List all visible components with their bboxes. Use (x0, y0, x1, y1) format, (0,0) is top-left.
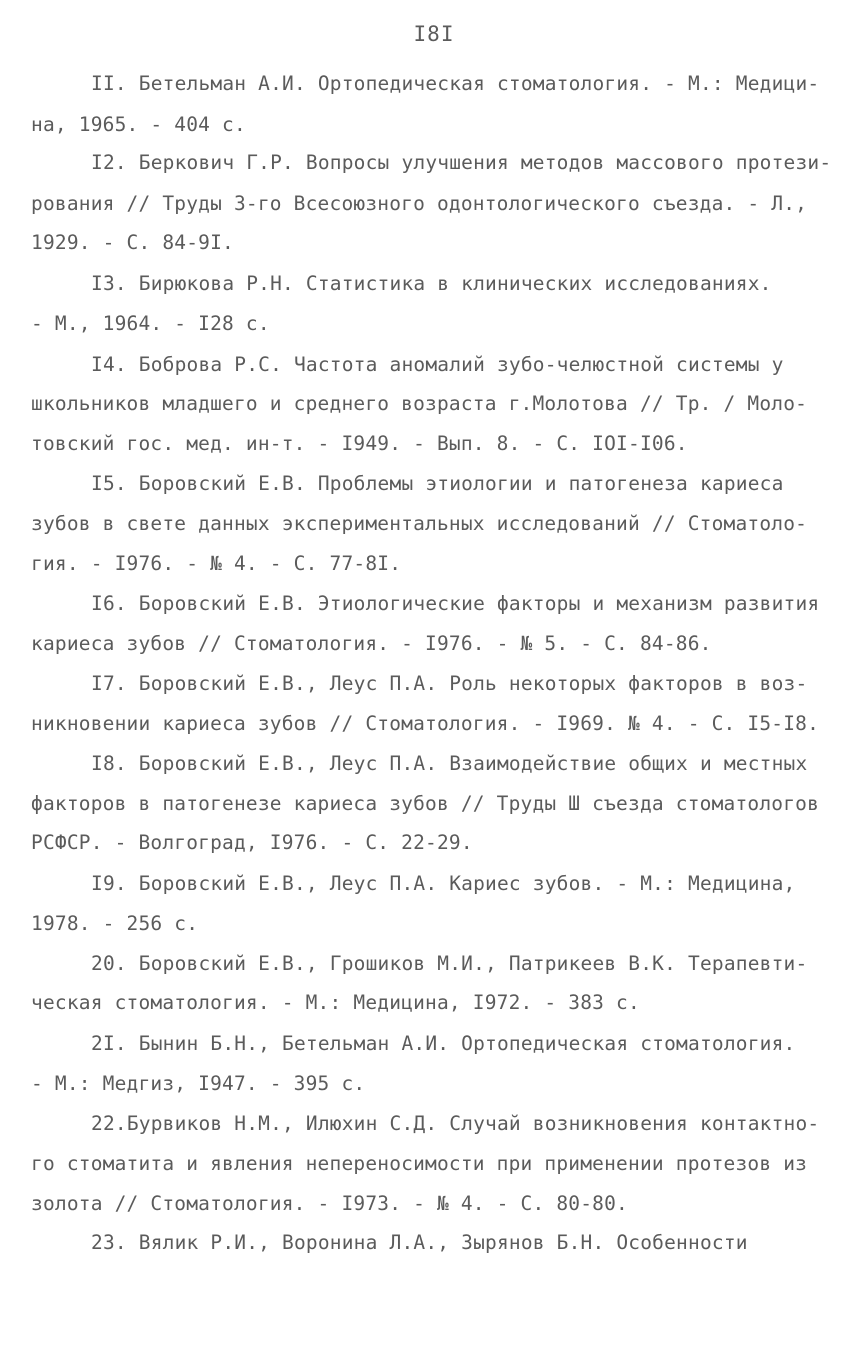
ref-14-line-3: товский гос. мед. ин-т. - I949. - Вып. 8. - С. IOI-I06. (31, 432, 688, 455)
ref-22-line-1: 22.Бурвиков Н.М., Илюхин С.Д. Случай возникновения контактно- (91, 1112, 820, 1135)
ref-23-line-1: 23. Вялик Р.И., Воронина Л.А., Зырянов Б.Н. Особенности (91, 1231, 748, 1254)
ref-21-line-1: 2I. Бынин Б.Н., Бетельман А.И. Ортопедическая стоматология. (91, 1032, 796, 1055)
ref-12-line-1: I2. Беркович Г.Р. Вопросы улучшения методов массового протези- (91, 151, 832, 174)
ref-18-line-2: факторов в патогенезе кариеса зубов // Труды Ш съезда стоматологов (31, 792, 820, 815)
ref-17-line-1: I7. Боровский Е.В., Леус П.А. Роль некоторых факторов в воз- (91, 672, 808, 695)
ref-13-line-1: I3. Бирюкова Р.Н. Статистика в клинических исследованиях. (91, 272, 772, 295)
ref-21-line-2: - М.: Медгиз, I947. - 395 с. (31, 1072, 366, 1095)
ref-16-line-1: I6. Боровский Е.В. Этиологические факторы и механизм развития (91, 592, 820, 615)
ref-22-line-3: золота // Стоматология. - I973. - № 4. - С. 80-80. (31, 1192, 628, 1215)
ref-18-line-3: РСФСР. - Волгоград, I976. - С. 22-29. (31, 831, 473, 854)
ref-13-line-2: - М., 1964. - I28 с. (31, 312, 270, 335)
ref-11-line-1: II. Бетельман А.И. Ортопедическая стоматология. - М.: Медици- (91, 72, 820, 95)
ref-16-line-2: кариеса зубов // Стоматология. - I976. - № 5. - С. 84-86. (31, 632, 712, 655)
ref-18-line-1: I8. Боровский Е.В., Леус П.А. Взаимодействие общих и местных (91, 752, 808, 775)
ref-20-line-2: ческая стоматология. - М.: Медицина, I972. - 383 с. (31, 991, 640, 1014)
ref-17-line-2: никновении кариеса зубов // Стоматология. - I969. № 4. - С. I5-I8. (31, 712, 820, 735)
ref-15-line-1: I5. Боровский Е.В. Проблемы этиологии и патогенеза кариеса (91, 472, 784, 495)
ref-19-line-2: 1978. - 256 с. (31, 912, 199, 935)
ref-11-line-2: на, 1965. - 404 с. (31, 113, 246, 136)
ref-14-line-2: школьников младшего и среднего возраста г.Молотова // Тр. / Моло- (31, 392, 808, 415)
ref-19-line-1: I9. Боровский Е.В., Леус П.А. Кариес зубов. - М.: Медицина, (91, 872, 796, 895)
page-number: I8I (413, 22, 455, 46)
ref-15-line-2: зубов в свете данных экспериментальных исследований // Стоматоло- (31, 512, 808, 535)
ref-14-line-1: I4. Боброва Р.С. Частота аномалий зубо-челюстной системы у (91, 353, 784, 376)
ref-15-line-3: гия. - I976. - № 4. - С. 77-8I. (31, 552, 402, 575)
ref-22-line-2: го стоматита и явления непереносимости при применении протезов из (31, 1152, 808, 1175)
ref-12-line-3: 1929. - С. 84-9I. (31, 231, 234, 254)
ref-20-line-1: 20. Боровский Е.В., Грошиков М.И., Патрикеев В.К. Терапевти- (91, 952, 808, 975)
ref-12-line-2: рования // Труды 3-го Всесоюзного одонтологического съезда. - Л., (31, 192, 808, 215)
